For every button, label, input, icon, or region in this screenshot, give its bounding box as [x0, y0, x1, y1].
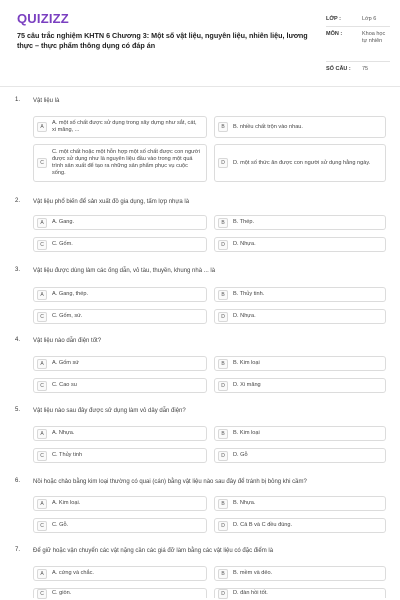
option-text: B. Nhựa. [233, 500, 256, 506]
option-letter: B [218, 122, 228, 132]
option-letter: A [37, 218, 47, 228]
option-letter: D [218, 158, 228, 168]
option-a[interactable] [33, 215, 207, 230]
option-d[interactable] [214, 588, 386, 598]
option-letter: C [37, 521, 47, 531]
option-d[interactable] [214, 144, 386, 182]
option-letter: C [37, 158, 47, 168]
option-c[interactable] [33, 448, 207, 463]
option-text: D. Nhựa. [233, 313, 256, 319]
option-text: B. Thép. [233, 219, 255, 225]
option-text: A. Gang, thép. [52, 291, 89, 297]
option-b[interactable] [214, 287, 386, 302]
question-text: Nồi hoặc chảo bằng kim loại thường có quai (cán) bằng vật liệu nào sau đây để tránh bị bỏng khi cầm? [33, 479, 307, 485]
option-text: A. Gang. [52, 219, 75, 225]
option-a[interactable] [33, 116, 207, 138]
question-number: 5. [15, 407, 21, 413]
option-letter: D [218, 240, 228, 250]
option-d[interactable] [214, 448, 386, 463]
option-text: C. giòn. [52, 590, 72, 596]
question-text: Vật liệu được dùng làm các ống dẫn, vỏ tàu, thuyền, khung nhà ... là [33, 268, 216, 274]
option-c[interactable] [33, 518, 207, 533]
option-text: A. Nhựa. [52, 430, 75, 436]
question-text: Vật liệu phổ biến để sản xuất đồ gia dụng, tấm lợp nhựa là [33, 199, 190, 205]
option-b[interactable] [214, 566, 386, 581]
meta-mon-label: MÔN : [326, 31, 343, 37]
option-text: B. mềm và dẻo. [233, 570, 273, 576]
option-text: B. Kim loại [233, 430, 260, 436]
option-d[interactable] [214, 309, 386, 324]
option-text: C. Cao su [52, 382, 77, 388]
option-text: D. đàn hồi tốt. [233, 590, 268, 596]
document-title: 75 câu trắc nghiệm KHTN 6 Chương 3: Một số vật liệu, nguyên liệu, nhiên liệu, lương thực – thực phẩm thông dụng có đáp án [17, 31, 308, 50]
option-letter: C [37, 381, 47, 391]
question-text: Vật liệu nào sau đây được sử dụng làm vỏ dây dẫn điện? [33, 408, 186, 414]
option-text: A. Gốm sứ [52, 360, 80, 366]
option-a[interactable] [33, 287, 207, 302]
option-text: A. cứng và chắc. [52, 570, 94, 576]
option-letter: A [37, 359, 47, 369]
option-b[interactable] [214, 496, 386, 511]
option-text: B. nhiều chất trộn vào nhau. [233, 123, 303, 130]
question-text: Vật liệu nào dẫn điện tốt? [33, 338, 102, 344]
option-letter: D [218, 521, 228, 531]
option-text: D. một số thức ăn được con người sử dụng hằng ngày. [233, 159, 371, 166]
option-a[interactable] [33, 566, 207, 581]
option-c[interactable] [33, 588, 207, 598]
option-letter: B [218, 290, 228, 300]
option-letter: A [37, 499, 47, 509]
quizizz-logo: QUIZIZZ [17, 11, 69, 26]
option-letter: A [37, 569, 47, 579]
option-letter: A [37, 122, 47, 132]
option-text: D. Xi măng [233, 382, 261, 388]
option-letter: D [218, 451, 228, 461]
option-letter: A [37, 429, 47, 439]
option-text: A. một số chất được sử dụng trong xây dựng như sắt, cát, xi măng, ... [52, 120, 197, 133]
option-b[interactable] [214, 215, 386, 230]
option-text: B. Thủy tinh. [233, 291, 265, 297]
meta-divider [326, 61, 390, 62]
option-letter: C [37, 240, 47, 250]
meta-socau-value: 75 [362, 66, 369, 72]
question-text: Vật liệu là [33, 98, 60, 104]
option-letter: D [218, 589, 228, 599]
option-c[interactable] [33, 378, 207, 393]
option-letter: B [218, 359, 228, 369]
option-d[interactable] [214, 237, 386, 252]
option-c[interactable] [33, 144, 207, 182]
option-letter: B [218, 499, 228, 509]
option-letter: D [218, 312, 228, 322]
option-a[interactable] [33, 356, 207, 371]
option-b[interactable] [214, 426, 386, 441]
option-d[interactable] [214, 378, 386, 393]
option-b[interactable] [214, 116, 386, 138]
option-text: D. Cả B và C đều đúng. [233, 522, 293, 528]
option-d[interactable] [214, 518, 386, 533]
option-text: B. Kim loại [233, 360, 260, 366]
option-a[interactable] [33, 496, 207, 511]
question-number: 3. [15, 267, 21, 273]
question-number: 6. [15, 478, 21, 484]
option-c[interactable] [33, 237, 207, 252]
option-b[interactable] [214, 356, 386, 371]
document-header [0, 0, 400, 87]
question-number: 4. [15, 337, 21, 343]
question-number: 7. [15, 547, 21, 553]
option-letter: C [37, 451, 47, 461]
question-text: Để giữ hoặc vận chuyển các vật nặng cần các giá đỡ làm bằng các vật liệu có đặc điểm là [33, 548, 274, 554]
option-letter: B [218, 429, 228, 439]
option-letter: C [37, 589, 47, 599]
option-letter: A [37, 290, 47, 300]
option-letter: B [218, 218, 228, 228]
meta-divider [326, 26, 390, 27]
option-letter: C [37, 312, 47, 322]
question-number: 2. [15, 198, 21, 204]
meta-mon-value: Khoa học tự nhiên [362, 31, 386, 44]
option-letter: B [218, 569, 228, 579]
meta-socau-label: SỐ CÂU : [326, 66, 351, 72]
option-text: C. Gỗ. [52, 522, 69, 528]
option-text: C. Thủy tinh [52, 452, 83, 458]
option-a[interactable] [33, 426, 207, 441]
option-text: C. Gốm, sứ. [52, 313, 83, 319]
question-number: 1. [15, 97, 21, 103]
option-text: D. Gỗ [233, 452, 248, 458]
option-letter: D [218, 381, 228, 391]
meta-lop-value: Lớp 6 [362, 16, 377, 22]
option-text: C. Gốm. [52, 241, 73, 247]
option-text: A. Kim loại. [52, 500, 81, 506]
meta-lop-label: LỚP : [326, 16, 341, 22]
option-c[interactable] [33, 309, 207, 324]
option-text: D. Nhựa. [233, 241, 256, 247]
option-text: C. một chất hoặc một hỗn hợp một số chất được con người được sử dụng như là nguyên liệu đầu vào trong một quá trình sản xuất để tạo ra những sản phẩm phục vụ cuộc sống. [52, 149, 200, 176]
